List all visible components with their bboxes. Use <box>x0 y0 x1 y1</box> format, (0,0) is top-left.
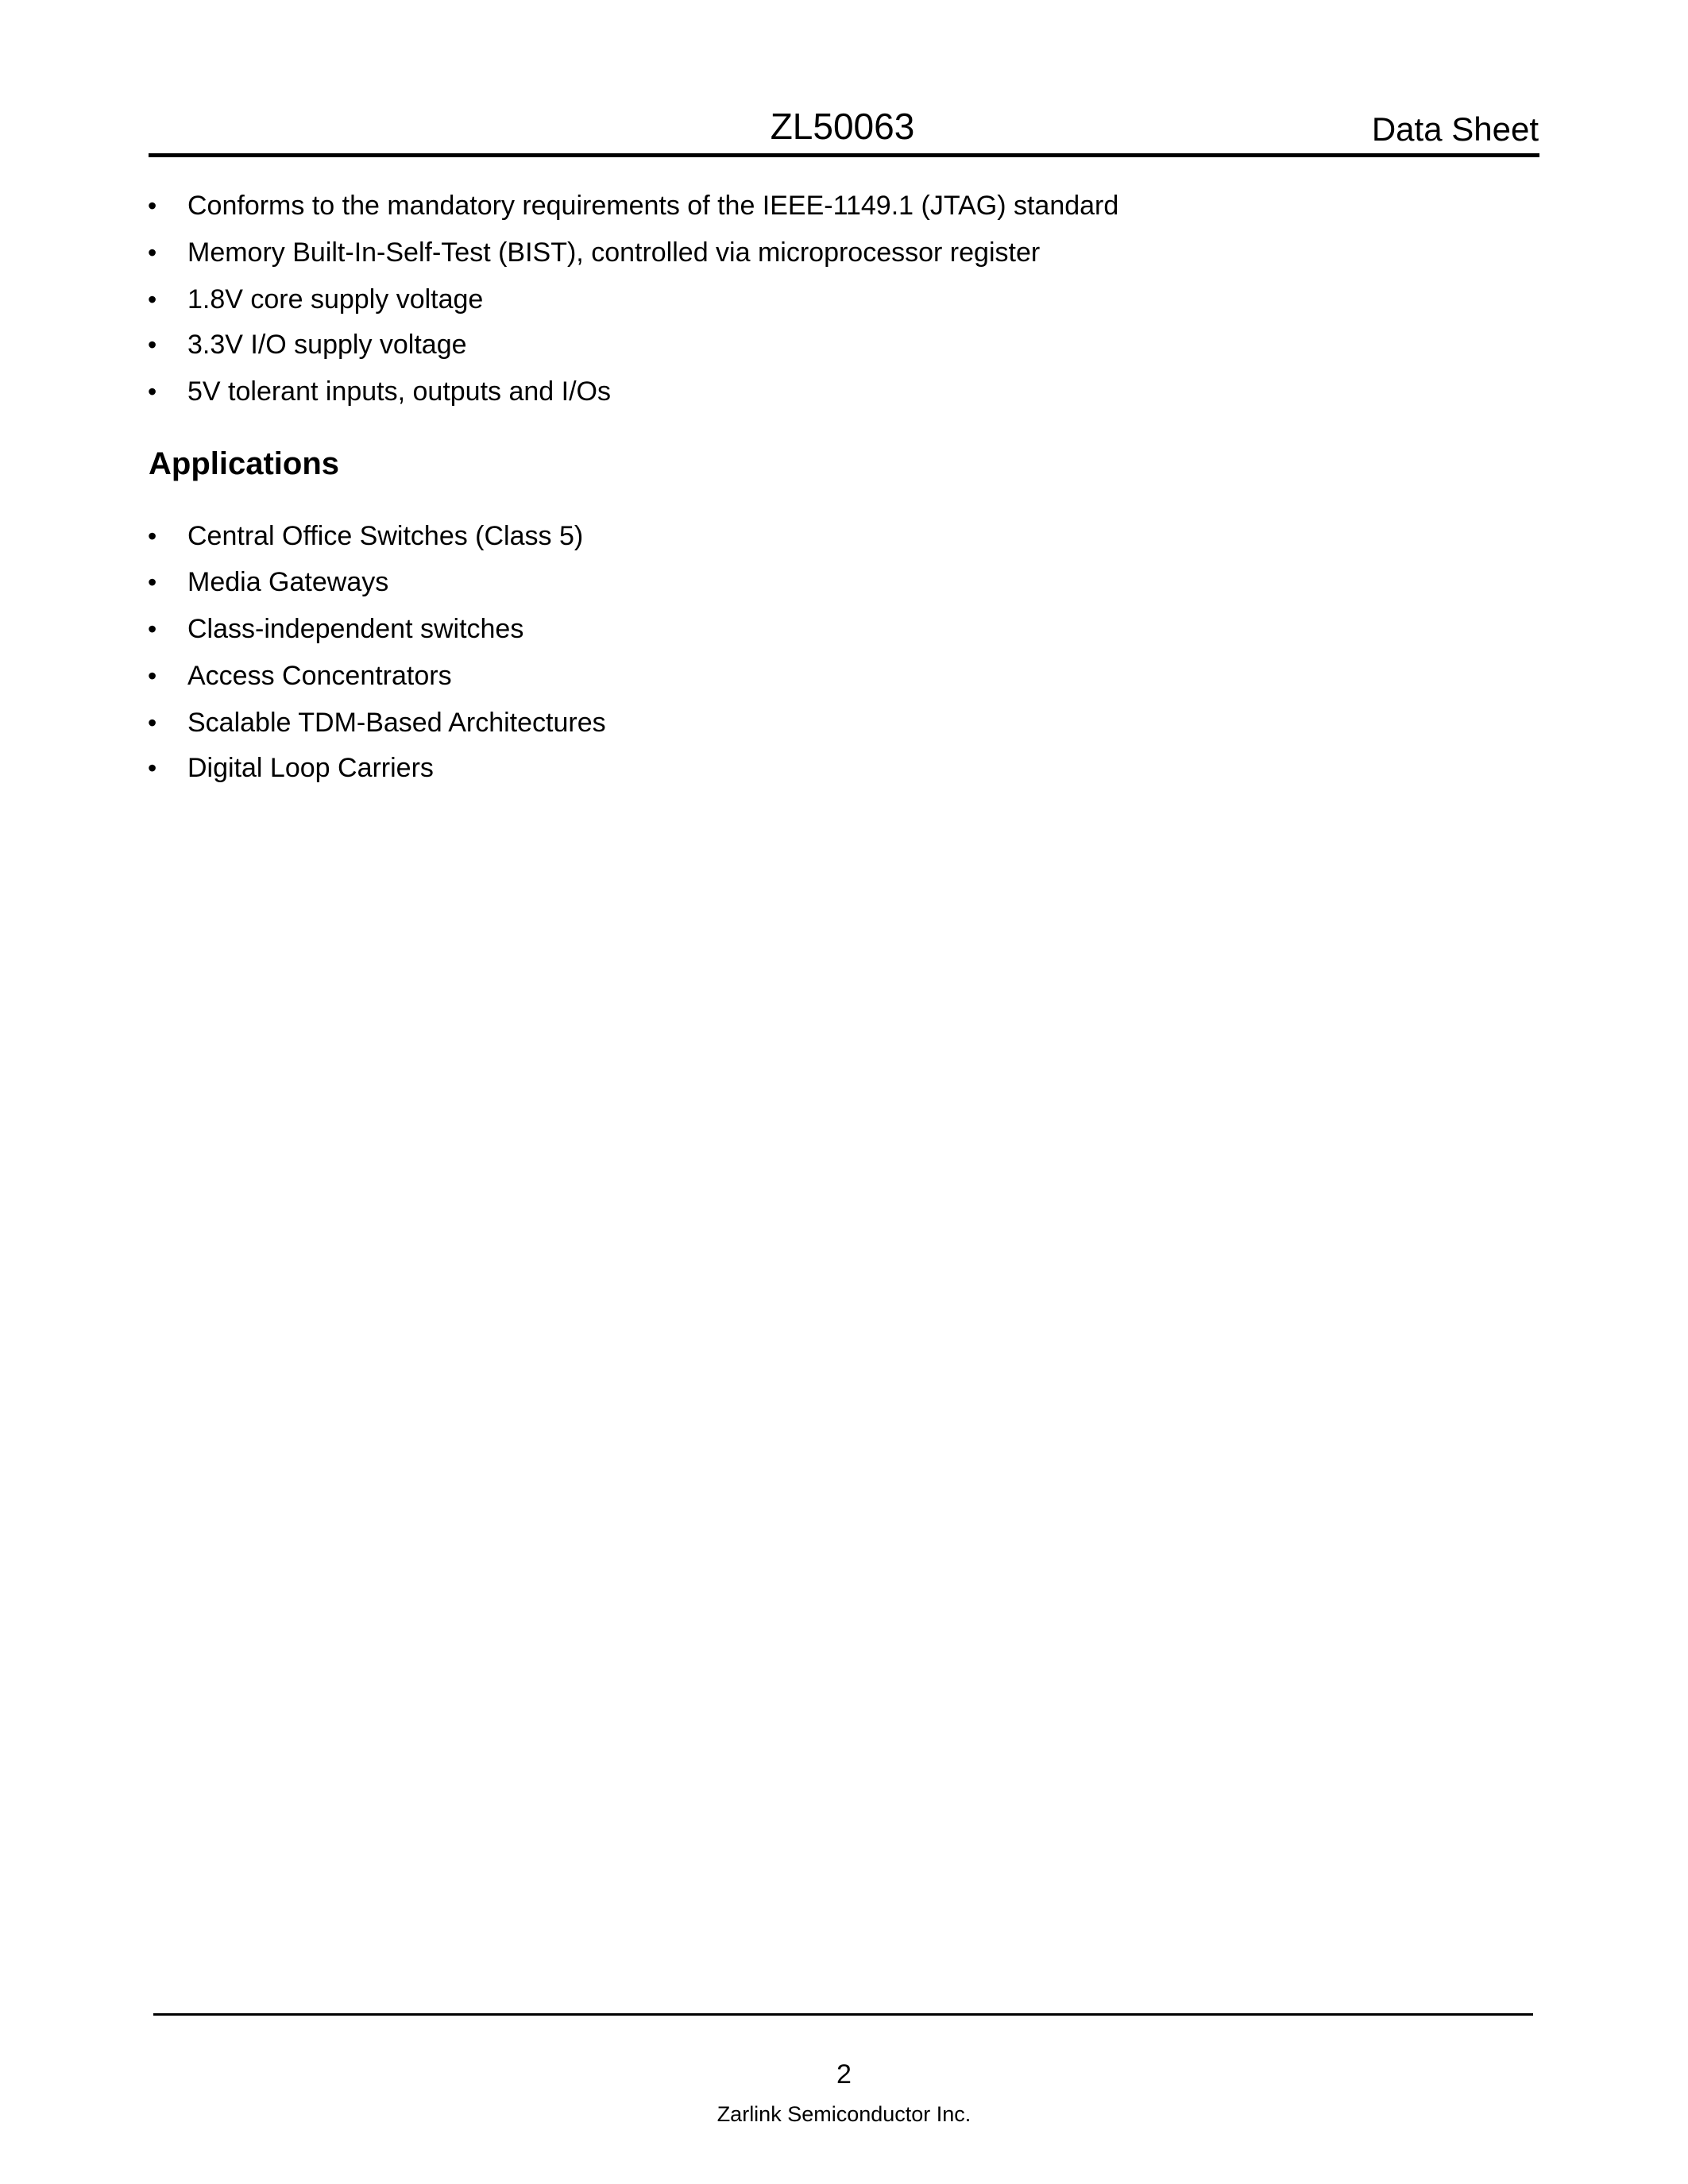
footer-divider <box>153 2013 1533 2016</box>
header-divider <box>149 153 1539 157</box>
section-heading-applications: Applications <box>149 446 340 481</box>
bullet-icon: • <box>148 662 157 690</box>
company-name: Zarlink Semiconductor Inc. <box>717 2102 971 2126</box>
bullet-icon: • <box>148 568 157 596</box>
document-title-text: ZL50063 <box>770 106 915 147</box>
list-item-text: 1.8V core supply voltage <box>187 284 484 314</box>
list-item-text: 5V tolerant inputs, outputs and I/Os <box>187 376 611 407</box>
bullet-icon: • <box>148 330 157 359</box>
list-item-text: Scalable TDM-Based Architectures <box>187 708 606 738</box>
list-item-text: Media Gateways <box>187 567 389 597</box>
bullet-icon: • <box>148 191 157 220</box>
bullet-icon: • <box>148 285 157 314</box>
bullet-icon: • <box>148 238 157 267</box>
document-type: Data Sheet <box>1371 110 1539 148</box>
page-number: 2 <box>836 2059 852 2089</box>
list-item-text: 3.3V I/O supply voltage <box>187 330 467 360</box>
bullet-icon: • <box>148 377 157 406</box>
list-item-text: Access Concentrators <box>187 661 452 691</box>
list-item-text: Conforms to the mandatory requirements of the IEEE-1149.1 (JTAG) standard <box>187 191 1119 221</box>
list-item-text: Class-independent switches <box>187 614 524 644</box>
list-item-text: Digital Loop Carriers <box>187 753 434 783</box>
bullet-icon: • <box>148 522 157 550</box>
list-item-text: Central Office Switches (Class 5) <box>187 521 584 551</box>
bullet-icon: • <box>148 754 157 782</box>
list-item-text: Memory Built-In-Self-Test (BIST), controlled via microprocessor register <box>187 237 1041 268</box>
bullet-icon: • <box>148 615 157 643</box>
bullet-icon: • <box>148 708 157 737</box>
